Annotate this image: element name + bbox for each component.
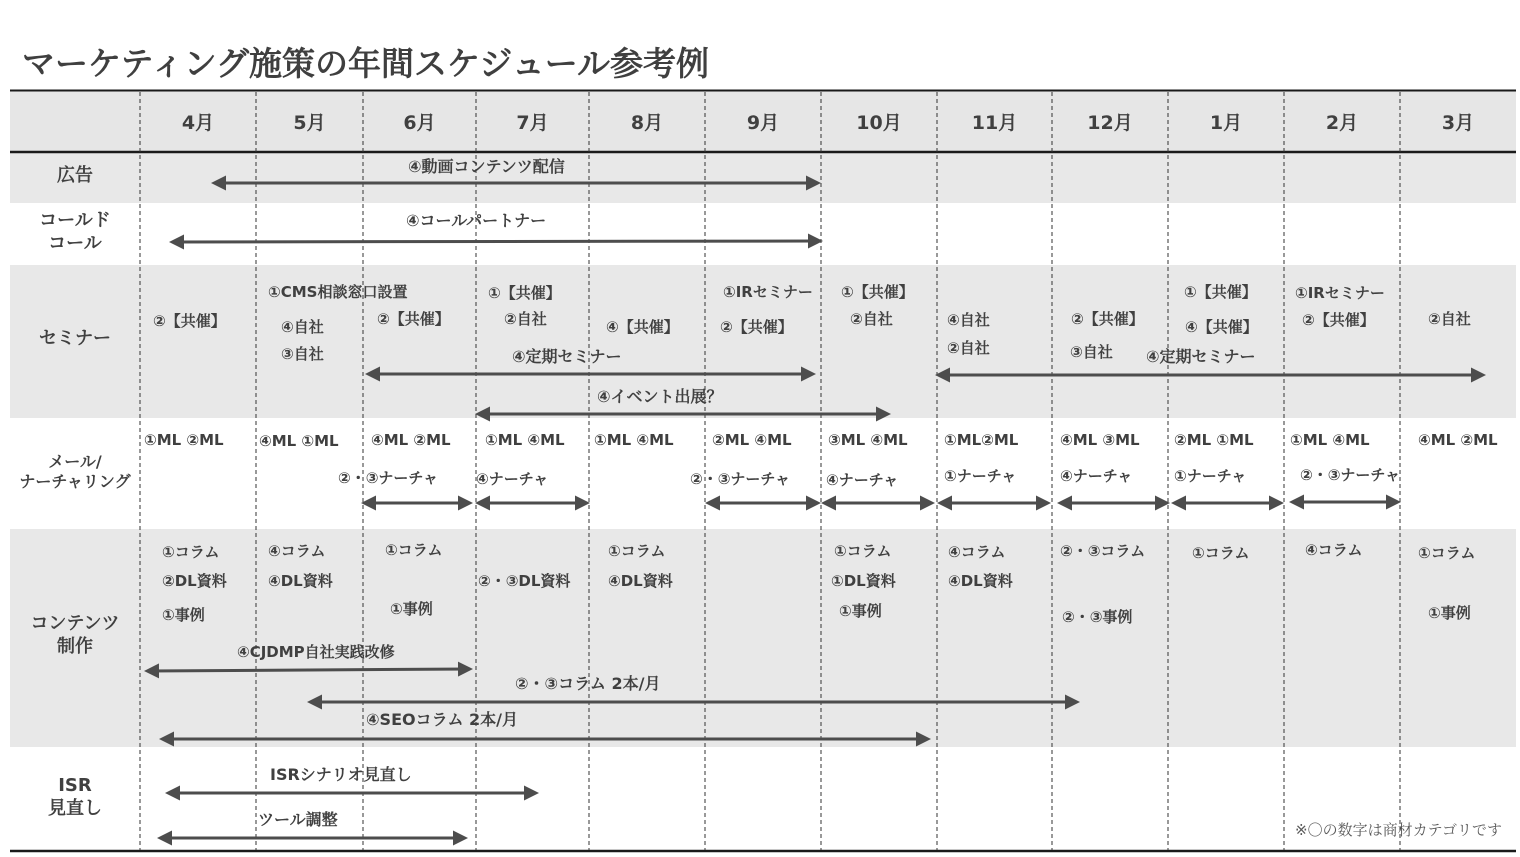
month-header-12: 3月: [1441, 112, 1475, 134]
item-nur-jan: ①ナーチャ: [1174, 467, 1247, 485]
item-sem-may-3: ③自社: [281, 345, 324, 363]
item-mail-dec: ④ML ③ML: [1060, 431, 1140, 449]
month-header-2: 5月: [293, 112, 326, 134]
row-label-mail-2: ナーチャリング: [19, 472, 131, 491]
item-sem-feb-1: ①IRセミナー: [1295, 284, 1385, 302]
item-c-cjdmp: ④CJDMP自社実践改修: [237, 643, 395, 661]
item-nur-oct: ④ナーチャ: [826, 471, 899, 489]
item-sem-nov-1: ④自社: [947, 311, 990, 329]
item-sem-dec-1: ②【共催】: [1071, 310, 1144, 328]
month-header-8: 11月: [971, 112, 1018, 134]
item-c-nov-2: ④DL資料: [948, 572, 1013, 590]
item-c-oct-1: ①コラム: [834, 542, 892, 560]
item-c-dec-3: ②・③事例: [1062, 608, 1133, 626]
item-c-may-1: ④コラム: [268, 542, 326, 560]
item-sem-jan-1: ①【共催】: [1184, 283, 1257, 301]
item-sem-may-1: ①CMS相談窓口設置: [268, 283, 408, 301]
item-nur-jul: ④ナーチャ: [476, 470, 549, 488]
item-sem-sep-1: ①IRセミナー: [723, 283, 813, 301]
item-sem-nov-2: ②自社: [947, 339, 990, 357]
item-mail-feb: ①ML ④ML: [1290, 431, 1370, 449]
item-isr-tool: ツール調整: [258, 810, 338, 829]
item-mail-aug: ①ML ④ML: [594, 431, 674, 449]
row-label-ad: 広告: [57, 165, 93, 186]
item-sem-sep-2: ②【共催】: [720, 318, 793, 336]
item-nur-nov: ①ナーチャ: [944, 467, 1017, 485]
item-c-apr-1: ①コラム: [162, 543, 220, 561]
item-mail-oct: ③ML ④ML: [828, 431, 908, 449]
item-c-oct-2: ①DL資料: [831, 572, 896, 590]
month-header-5: 8月: [630, 112, 664, 134]
row-label-content-1: コンテンツ: [30, 613, 120, 634]
item-sem-jan-2: ④【共催】: [1185, 318, 1258, 336]
item-nur-feb: ②・③ナーチャ: [1300, 466, 1400, 484]
item-sem-jul-2: ②自社: [504, 310, 547, 328]
item-c-aug-2: ④DL資料: [608, 572, 673, 590]
item-c-nov-1: ④コラム: [948, 543, 1006, 561]
item-c-aug-1: ①コラム: [608, 542, 666, 560]
item-mail-jul: ①ML ④ML: [485, 431, 565, 449]
arrow-c-cjdmp: [147, 669, 470, 671]
row-label-isr-1: ISR: [58, 775, 92, 796]
row-label-mail-1: メール/: [48, 452, 102, 471]
item-isr-scenario: ISRシナリオ見直し: [270, 765, 412, 784]
month-header-1: 4月: [181, 112, 215, 134]
month-header-11: 2月: [1325, 112, 1359, 134]
row-label-isr-2: 見直し: [48, 797, 102, 819]
item-c-col23: ②・③コラム 2本/月: [515, 674, 661, 693]
item-sem-mar-1: ②自社: [1428, 310, 1471, 328]
item-nur-jun: ②・③ナーチャ: [338, 469, 438, 487]
item-c-seo: ④SEOコラム 2本/月: [366, 710, 518, 729]
item-sem-dec-2: ③自社: [1070, 343, 1113, 361]
item-nur-sep: ②・③ナーチャ: [690, 470, 790, 488]
item-sem-event: ④イベント出展？: [597, 387, 723, 406]
footnote: ※〇の数字は商材カテゴリです: [1295, 821, 1502, 839]
item-sem-regular-2: ④定期セミナー: [1146, 347, 1256, 366]
item-c-jan-1: ①コラム: [1192, 544, 1250, 562]
item-sem-jul-1: ①【共催】: [488, 284, 561, 302]
item-sem-regular-1: ④定期セミナー: [512, 347, 622, 366]
row-label-content: [10, 613, 140, 658]
item-cold-partner: ④コールパートナー: [406, 211, 547, 230]
item-mail-may: ④ML ①ML: [259, 432, 339, 450]
item-mail-apr: ①ML ②ML: [144, 431, 224, 449]
item-sem-feb-2: ②【共催】: [1302, 311, 1375, 329]
month-header-9: 12月: [1087, 112, 1133, 134]
item-c-jun-3: ①事例: [390, 600, 433, 618]
item-sem-aug-1: ④【共催】: [606, 318, 679, 336]
row-label-coldcall-1: コールド: [39, 210, 111, 231]
item-mail-jun: ④ML ②ML: [371, 431, 451, 449]
arrow-cold-partner: [172, 241, 820, 242]
item-c-apr-2: ②DL資料: [162, 572, 227, 590]
item-c-may-2: ④DL資料: [268, 572, 333, 590]
month-header-4: 7月: [516, 112, 549, 134]
row-label-coldcall-2: コール: [48, 232, 102, 254]
item-c-mar-1: ①コラム: [1418, 544, 1476, 562]
item-mail-mar: ④ML ②ML: [1418, 431, 1498, 449]
item-c-feb-1: ④コラム: [1305, 541, 1363, 559]
item-ad-video: ④動画コンテンツ配信: [408, 157, 565, 176]
item-sem-may-2: ④自社: [281, 318, 324, 336]
item-c-jul-2: ②・③DL資料: [478, 572, 571, 590]
row-label-mail: [10, 452, 140, 492]
item-sem-apr-1: ②【共催】: [153, 312, 226, 330]
month-header-10: 1月: [1209, 112, 1243, 134]
item-c-jun-1: ①コラム: [385, 541, 443, 559]
item-mail-jan: ②ML ①ML: [1174, 431, 1254, 449]
item-mail-sep: ②ML ④ML: [712, 431, 792, 449]
band-content: [10, 529, 1516, 747]
row-label-seminar: セミナー: [39, 328, 111, 349]
month-header-6: 9月: [746, 112, 780, 134]
item-sem-jun-1: ②【共催】: [377, 310, 450, 328]
band-ad: [10, 153, 1516, 203]
item-sem-oct-2: ②自社: [850, 310, 893, 328]
item-nur-dec: ④ナーチャ: [1060, 467, 1133, 485]
item-mail-nov: ①ML②ML: [944, 431, 1019, 449]
item-c-oct-3: ①事例: [839, 602, 882, 620]
item-c-apr-3: ①事例: [162, 606, 205, 624]
row-label-coldcall: [10, 210, 140, 255]
item-sem-oct-1: ①【共催】: [841, 283, 914, 301]
item-c-mar-3: ①事例: [1428, 604, 1471, 622]
month-header-7: 10月: [856, 112, 902, 134]
row-label-content-2: 制作: [57, 635, 93, 657]
item-c-dec-1: ②・③コラム: [1060, 542, 1146, 560]
row-label-isr: [10, 775, 140, 820]
month-header-3: 6月: [403, 112, 436, 134]
page-title: マーケティング施策の年間スケジュール参考例: [22, 44, 710, 83]
